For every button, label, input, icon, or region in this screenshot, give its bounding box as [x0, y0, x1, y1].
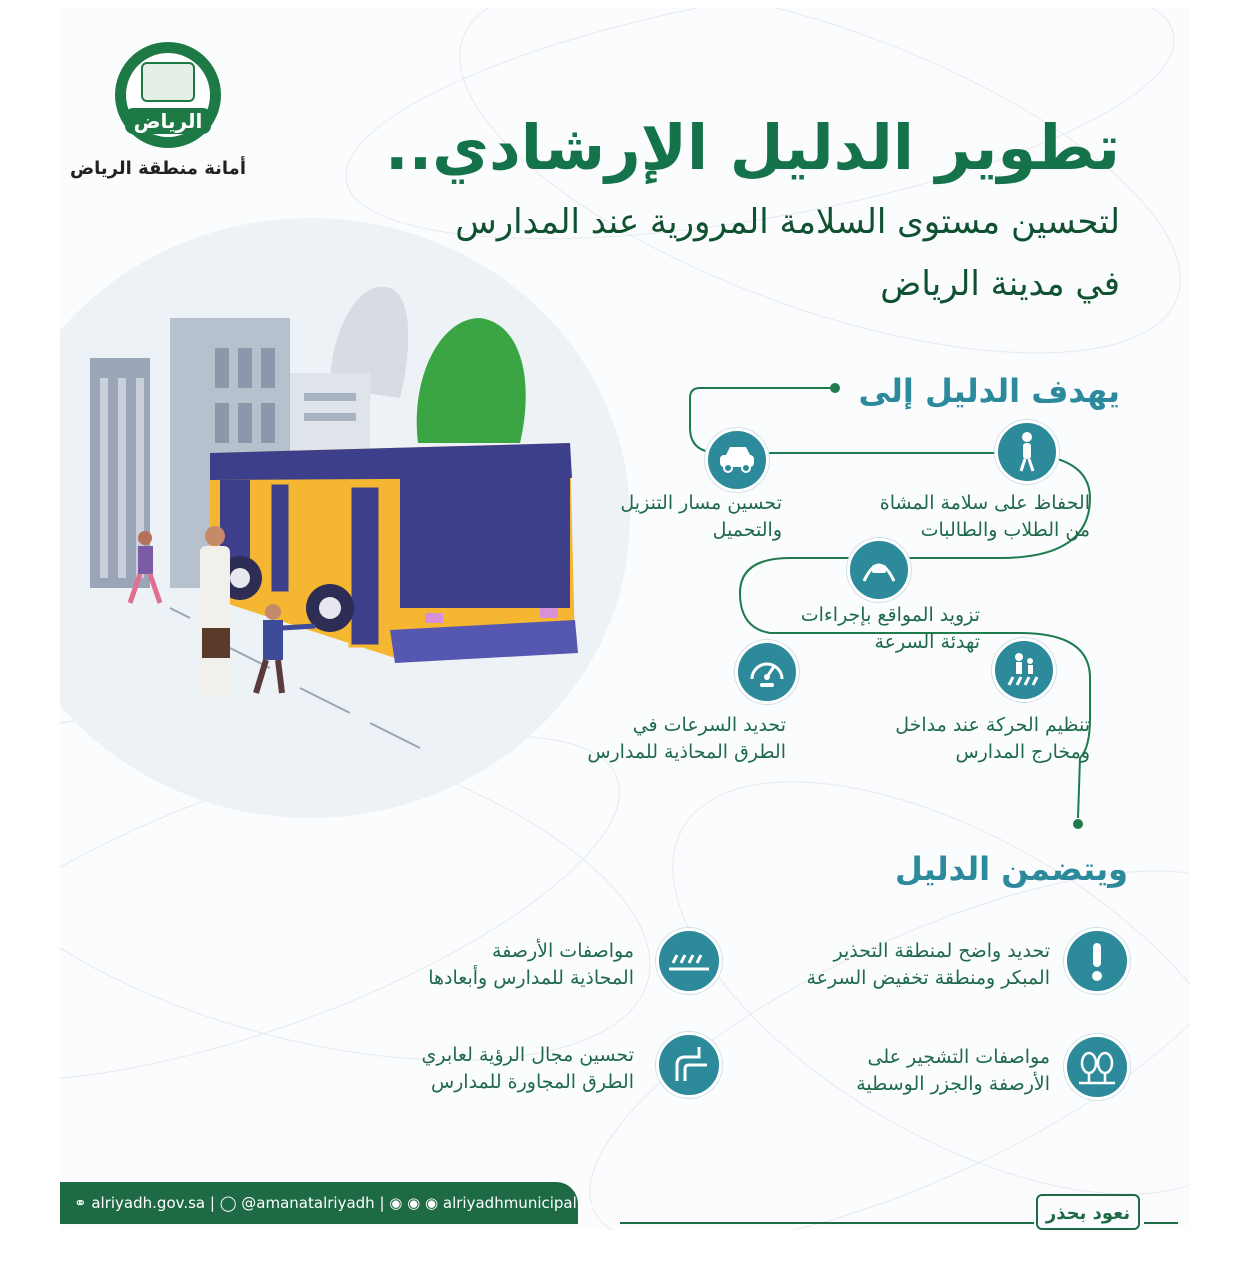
- goal-line-2: من الطلاب والطالبات: [920, 519, 1090, 541]
- pedestrian-icon: [995, 420, 1059, 484]
- school-bus-illustration: [60, 268, 620, 788]
- contents-line-1: مواصفات الأرصفة: [492, 940, 634, 962]
- footer-divider-line: [620, 1222, 1034, 1224]
- warning-icon: [1064, 928, 1130, 994]
- contents-line-2: الأرصفة والجزر الوسطية: [856, 1073, 1050, 1095]
- footer-divider: |: [379, 1194, 390, 1212]
- contents-line-2: المحاذية للمدارس وأبعادها: [428, 967, 634, 989]
- contents-item-planting-specs: [856, 1044, 1050, 1098]
- logo-emblem: [115, 42, 221, 148]
- goal-line-2: والتحميل: [712, 519, 782, 541]
- goal-item-pedestrian-safety: [880, 490, 1090, 544]
- goal-line-1: تحسين مسار التنزيل: [620, 492, 782, 514]
- goal-line-1: تحديد السرعات في: [632, 714, 786, 736]
- subtitle-line-1: لتحسين مستوى السلامة المرورية عند المدارس: [455, 202, 1120, 242]
- contents-line-1: مواصفات التشجير على: [867, 1046, 1050, 1068]
- contents-item-visibility: [422, 1042, 634, 1096]
- footer-divider: |: [209, 1194, 220, 1212]
- footer-bar: [60, 1182, 596, 1224]
- goal-line-2: ومخارج المدارس: [955, 741, 1090, 763]
- social-handle[interactable]: alriyadhmunicipality: [442, 1194, 596, 1212]
- sidewalk-icon: [656, 928, 722, 994]
- twitter-handle[interactable]: @amanatalriyadh: [241, 1194, 375, 1212]
- footer-divider-line: [1144, 1222, 1178, 1224]
- slogan-badge: نعود بحذر: [1036, 1194, 1140, 1230]
- logo-emblem-text: الرياض: [125, 108, 211, 134]
- goals-heading: يهدف الدليل إلى: [858, 372, 1120, 410]
- car-icon: [705, 428, 769, 492]
- goal-line-2: الطرق المحاذية للمدارس: [587, 741, 786, 763]
- goal-line-1: الحفاظ على سلامة المشاة: [879, 492, 1090, 514]
- globe-icon: ⚭: [74, 1194, 87, 1212]
- goal-line-1: تزويد المواقع بإجراءات: [800, 604, 980, 626]
- road-curve-icon: [656, 1032, 722, 1098]
- speedometer-icon: [735, 640, 799, 704]
- contents-line-2: المبكر ومنطقة تخفيض السرعة: [806, 967, 1050, 989]
- traffic-calming-icon: [847, 538, 911, 602]
- tree: [417, 318, 526, 443]
- emblem-building-icon: [141, 62, 195, 102]
- goal-item-traffic-calming: [801, 602, 980, 656]
- logo-caption: أمانة منطقة الرياض: [69, 158, 246, 179]
- facebook-icon: ◉: [407, 1194, 421, 1212]
- contents-line-2: الطرق المجاورة للمدارس: [430, 1071, 634, 1093]
- website-link[interactable]: alriyadh.gov.sa: [91, 1194, 206, 1212]
- twitter-icon: ◯: [219, 1194, 237, 1212]
- goal-item-speed-limits: [587, 712, 786, 766]
- contents-line-1: تحديد واضح لمنطقة التحذير: [833, 940, 1050, 962]
- trees-icon: [1064, 1034, 1130, 1100]
- subtitle-line-2: في مدينة الرياض: [880, 264, 1120, 304]
- youtube-icon: ◉: [425, 1194, 439, 1212]
- contents-item-sidewalk-specs: [428, 938, 634, 992]
- infographic-card: [60, 8, 1190, 1230]
- instagram-icon: ◉: [389, 1194, 403, 1212]
- goal-item-traffic-organization: [895, 712, 1090, 766]
- goal-item-pickup-route: [620, 490, 782, 544]
- contents-line-1: تحسين مجال الرؤية لعابري: [421, 1044, 634, 1066]
- contents-item-warning-zone: [806, 938, 1050, 992]
- contents-heading: ويتضمن الدليل: [895, 850, 1128, 888]
- goal-line-1: تنظيم الحركة عند مداخل: [895, 714, 1090, 736]
- goal-line-2: تهدئة السرعة: [874, 631, 980, 653]
- page-title: تطوير الدليل الإرشادي..: [385, 111, 1120, 184]
- crosswalk-icon: [992, 638, 1056, 702]
